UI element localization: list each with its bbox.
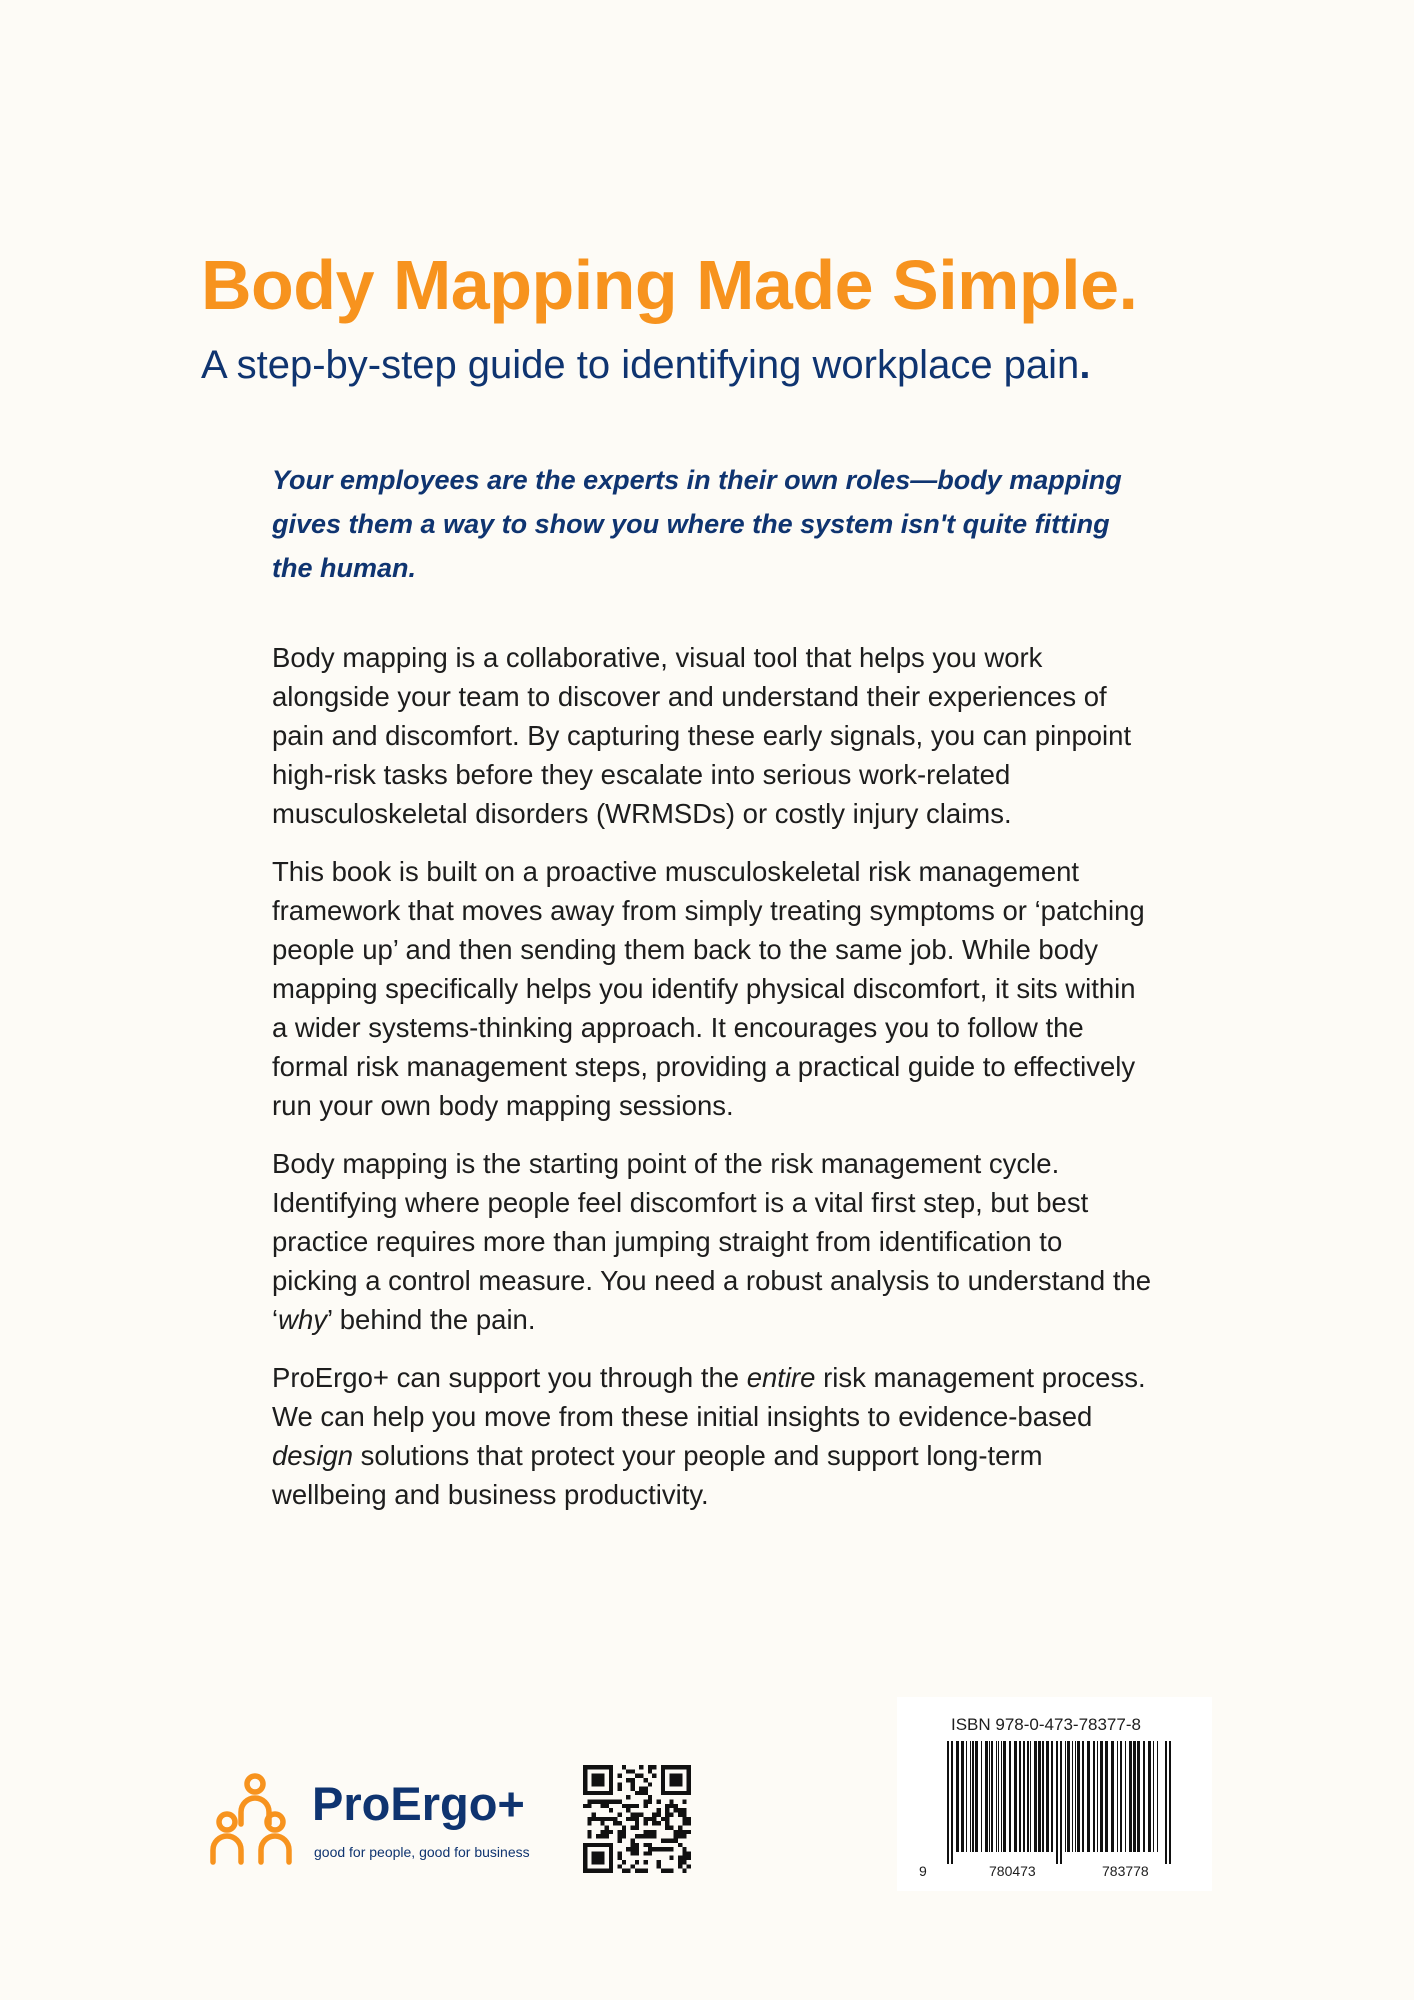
subtitle-period: .: [1079, 343, 1091, 387]
book-title: Body Mapping Made Simple.: [201, 246, 1138, 324]
paragraph-3-text-end: ’ behind the pain.: [327, 1304, 536, 1335]
paragraph-2: This book is built on a proactive musculoskeletal risk management framework that moves away from simply treating symptoms or ‘patching people up’ and then sending them back to the same job. While body mapping specifically helps you identify physical discomfort, it sits within a wider systems-thinking approach. It encourages you to follow the formal risk management steps, providing a practical guide to effectively run your own body mapping sessions.: [272, 856, 1145, 1121]
paragraph-4-text-3: solutions that protect your people and support long-term wellbeing and business productivity.: [272, 1440, 1043, 1510]
subtitle-text: A step-by-step guide to identifying workplace pain: [201, 343, 1080, 387]
logo-tagline: good for people, good for business: [314, 1844, 530, 1860]
barcode-digits-right: 783778: [1102, 1863, 1149, 1879]
book-subtitle: [201, 345, 1090, 385]
pull-quote: Your employees are the experts in their own roles—body mapping gives them a way to show you where the system isn't quite fitting the human.: [272, 465, 1122, 583]
paragraph-1: Body mapping is a collaborative, visual tool that helps you work alongside your team to discover and understand their experiences of pain and discomfort. By capturing these early signals, you can pinpoint high-risk tasks before they escalate into serious work-related musculoskeletal disorders (WRMSDs) or costly injury claims.: [272, 642, 1132, 829]
paragraph-4: [272, 1358, 1152, 1514]
isbn-barcode: [897, 1697, 1212, 1891]
paragraph-4-emphasis-2: design: [272, 1440, 354, 1471]
barcode-digits-left: 780473: [989, 1863, 1036, 1879]
paragraph-4-text-1: ProErgo+ can support you through the: [272, 1362, 747, 1393]
barcode-digit-first: 9: [919, 1863, 927, 1879]
paragraph-3-text: Body mapping is the starting point of the risk management cycle. Identifying where people feel discomfort is a vital first step, but best practice requires more than jumping straight from identification to picking a control measure. You need a robust analysis to understand the ‘: [272, 1148, 1152, 1335]
isbn-label: ISBN 978-0-473-78377-8: [951, 1715, 1141, 1734]
qr-code: [583, 1765, 691, 1873]
paragraph-4-emphasis-1: entire: [746, 1362, 816, 1393]
paragraph-4-text-2: risk management process. We can help you move from these initial insights to evidence-based: [272, 1362, 1146, 1432]
paragraph-3-emphasis: why: [278, 1304, 328, 1335]
barcode-bars: [947, 1741, 1171, 1864]
paragraph-3: [272, 1144, 1152, 1339]
body-text: [272, 638, 1152, 1533]
three-people-icon: [209, 1772, 301, 1866]
logo-wordmark: ProErgo+: [312, 1777, 525, 1830]
